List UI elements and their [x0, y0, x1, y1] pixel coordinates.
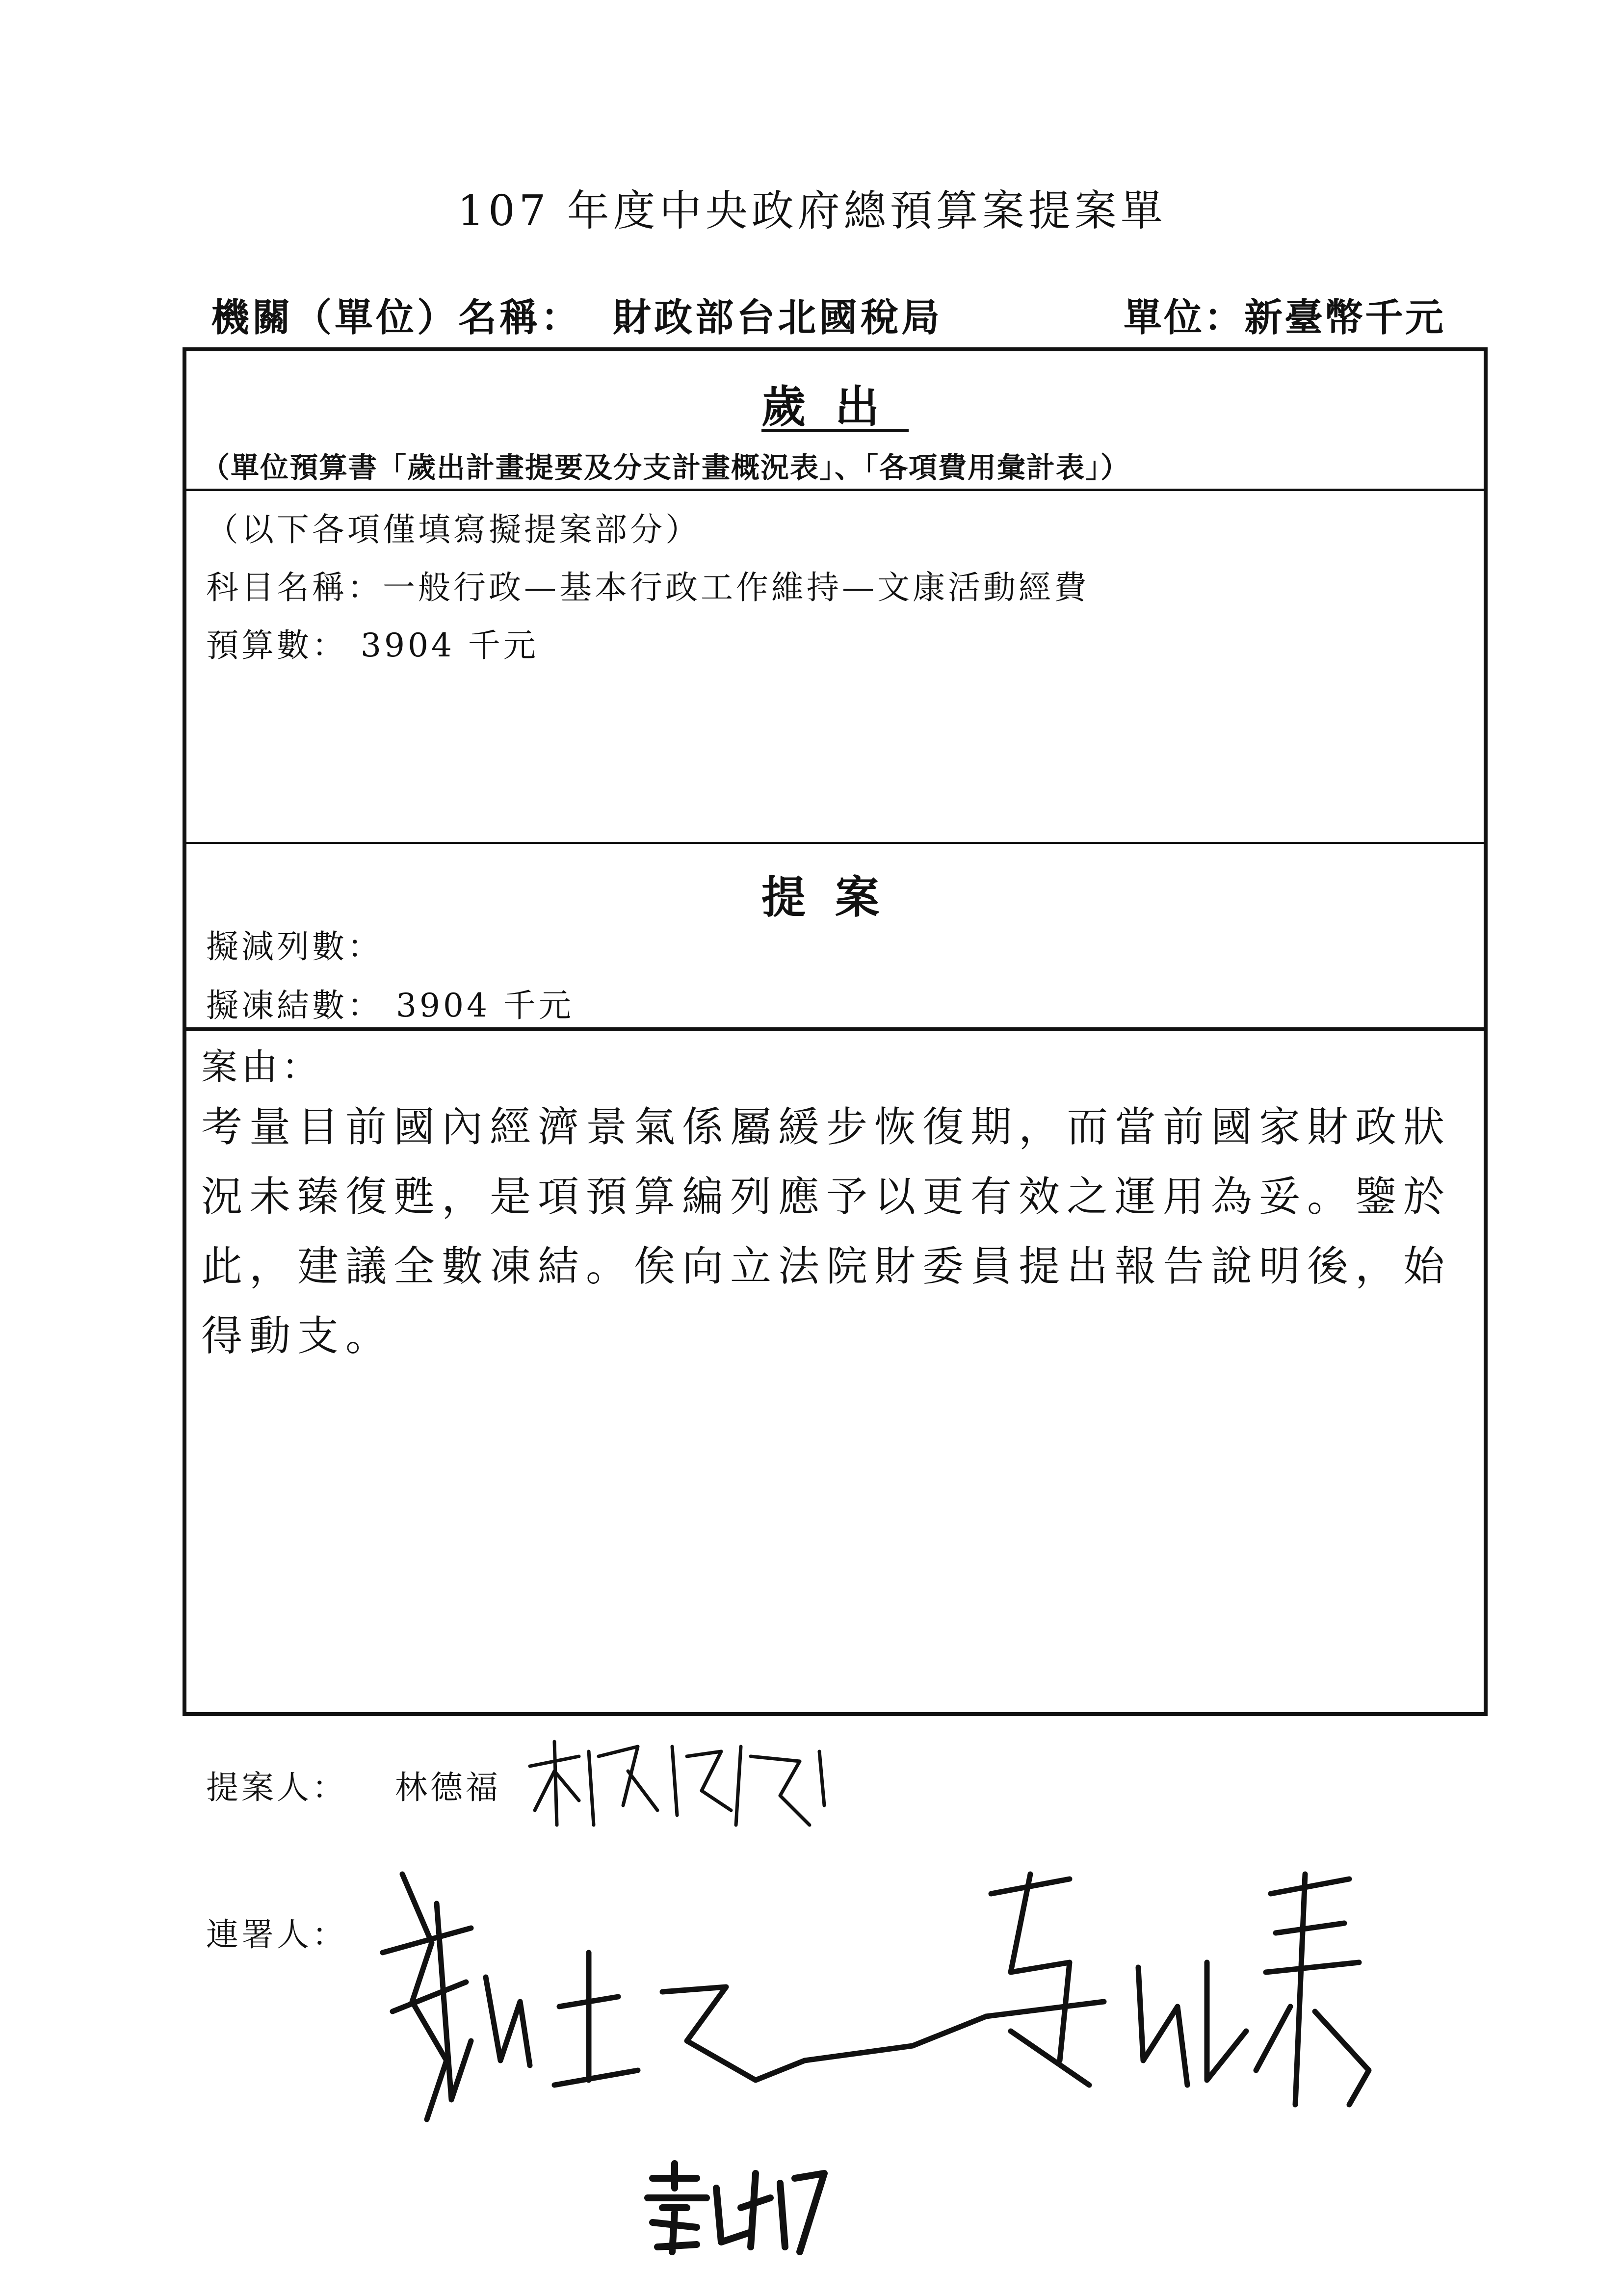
- divider: [186, 1027, 1484, 1031]
- agency-header: [211, 287, 943, 342]
- proposer-name: 林德福: [395, 1769, 501, 1806]
- reason-label: 案由：: [201, 1046, 322, 1088]
- agency-label: 機關（單位）名稱：: [211, 295, 582, 340]
- reason-text: 考量目前國內經濟景氣係屬緩步恢復期，而當前國家財政狀況未臻復甦，是項預算編列應予以更有效之運用為妥。鑒於此，建議全數凍結。俟向立法院財委員提出報告說明後，始得動支。: [201, 1103, 1452, 1360]
- agency-name: 財政部台北國稅局: [613, 295, 943, 340]
- freeze-amount: 擬凍結數： 3904 千元: [206, 987, 574, 1024]
- instruction-note: （以下各項僅填寫擬提案部分）: [206, 511, 701, 548]
- proposer-label: 提案人：: [206, 1769, 347, 1806]
- subject-name: 科目名稱：一般行政—基本行政工作維持—文康活動經費: [206, 569, 1089, 606]
- cosigner-label: 連署人：: [206, 1916, 347, 1954]
- page-title: 107 年度中央政府總預算案提案單: [457, 186, 1167, 235]
- divider: [186, 842, 1484, 844]
- cosigner-signatures: [373, 1854, 1442, 2129]
- proposal-title: 提案: [761, 871, 909, 923]
- expenditure-title: 歲出: [761, 381, 909, 433]
- unit-label: 單位：新臺幣千元: [1124, 295, 1446, 340]
- proposal-form: [183, 347, 1488, 1716]
- divider: [186, 489, 1484, 491]
- handwritten-stamp: [643, 2159, 829, 2257]
- budget-amount: 預算數： 3904 千元: [206, 626, 539, 664]
- reduce-amount: 擬減列數：: [206, 928, 383, 965]
- proposer-signature: [525, 1727, 829, 1845]
- source-note: （單位預算書「歲出計畫提要及分支計畫概況表」、「各項費用彙計表」）: [201, 451, 1130, 484]
